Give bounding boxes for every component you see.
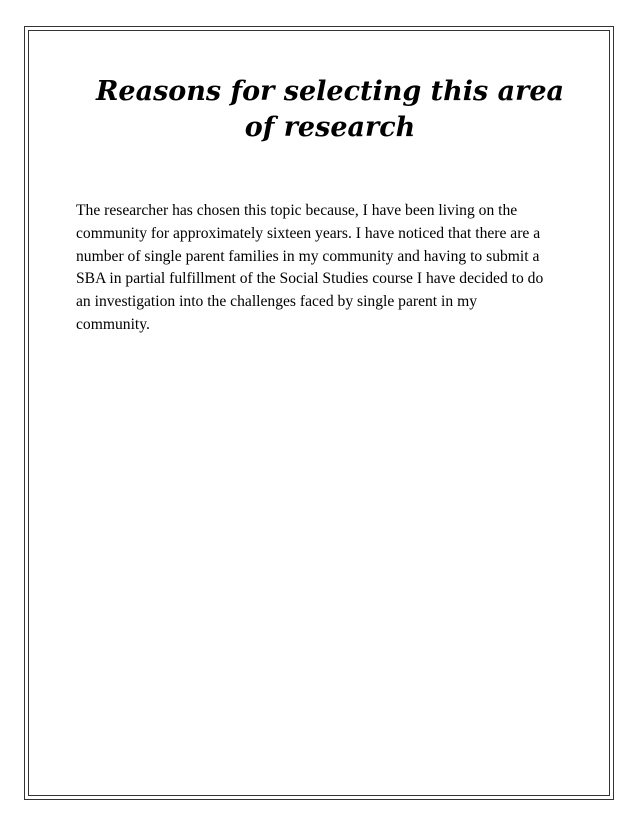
page-title <box>60 74 600 146</box>
body-line: community. <box>76 315 150 333</box>
page-title-line: Reasons for selecting this area <box>95 76 565 107</box>
body-line: The researcher has chosen this topic because, I have been living on the <box>76 202 518 219</box>
body-line: SBA in partial fulfillment of the Social Studies course I have decided to do <box>76 270 544 288</box>
body-line: number of single parent families in my community and having to submit a <box>76 247 540 265</box>
body-line: community for approximately sixteen years. I have noticed that there are a <box>76 224 541 242</box>
body-paragraph <box>76 200 576 337</box>
body-line: an investigation into the challenges faced by single parent in my <box>76 293 477 311</box>
page-title-line: of research <box>244 112 416 143</box>
